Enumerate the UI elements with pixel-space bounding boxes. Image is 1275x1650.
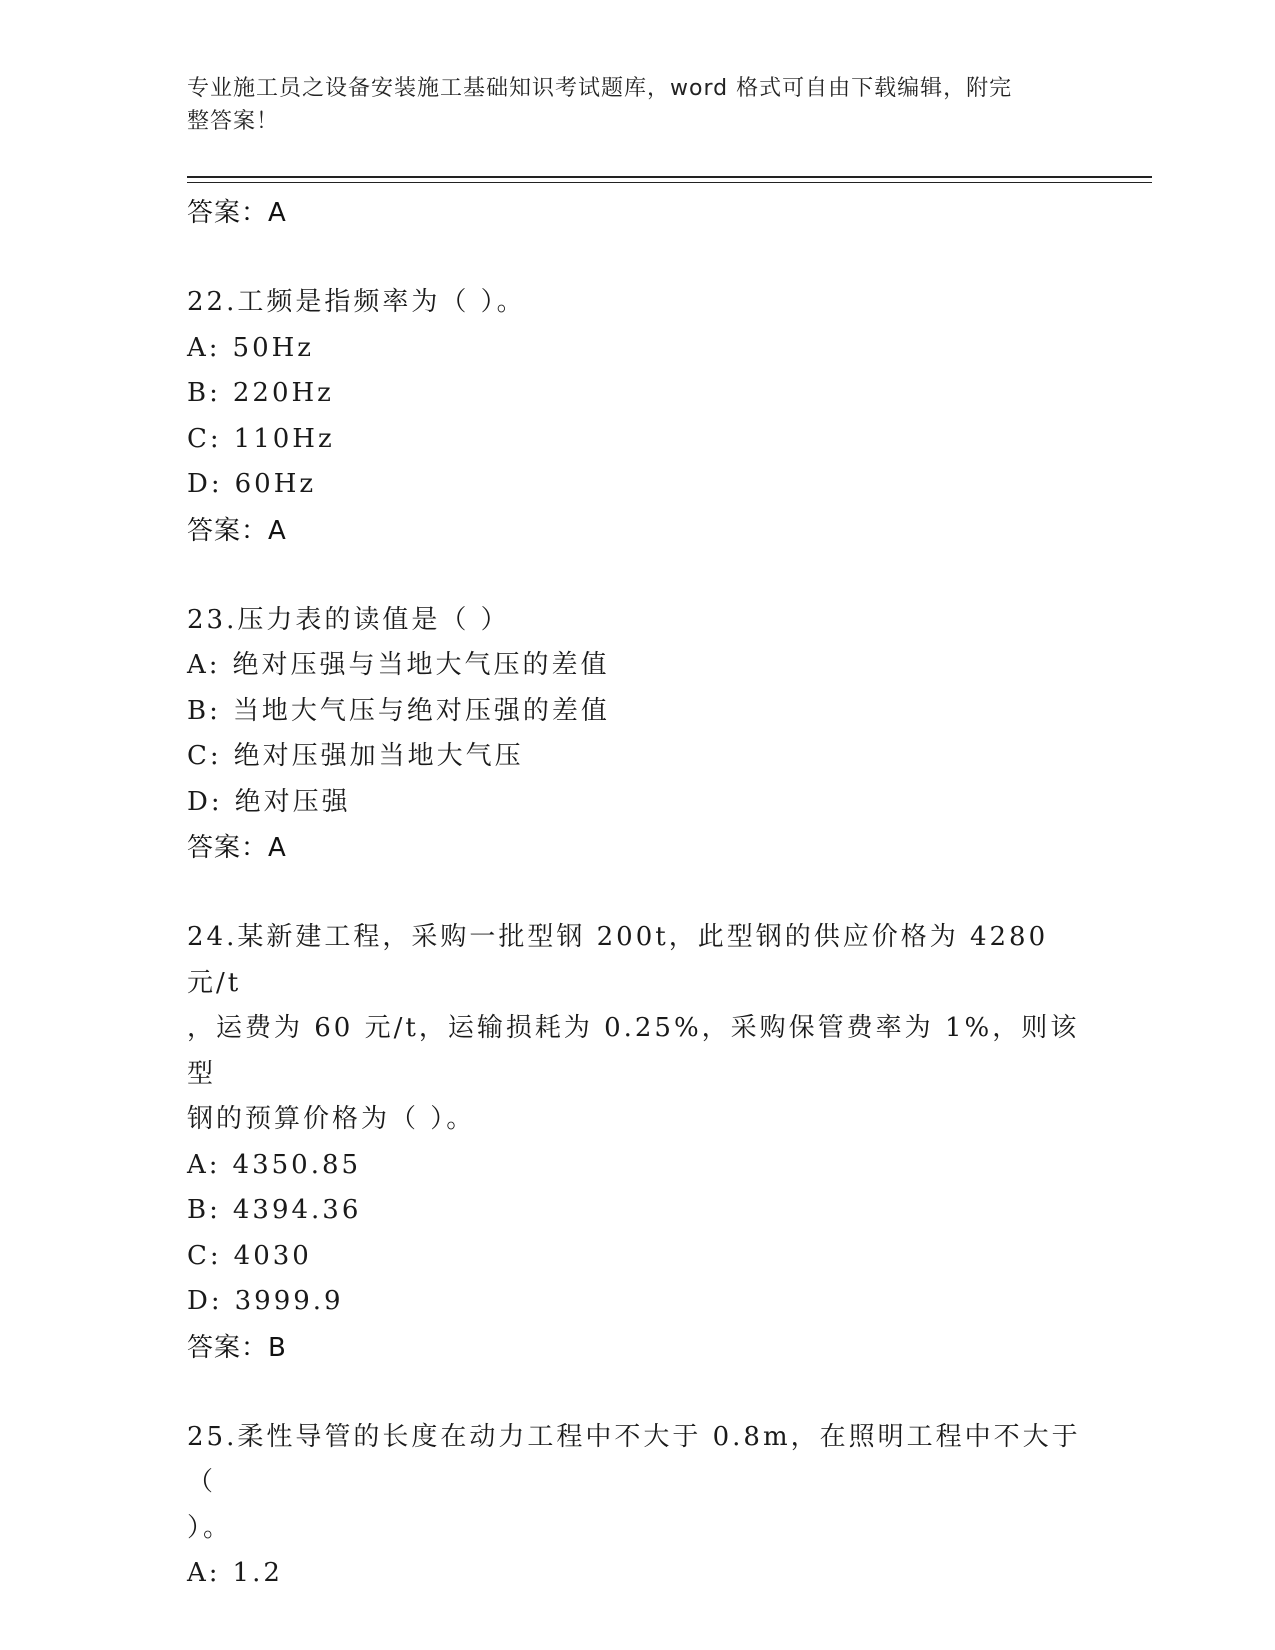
option-key: B: [187, 378, 221, 408]
option-b [187, 1188, 1087, 1234]
option-text: 4394.36 [232, 1195, 362, 1225]
option-c [187, 1234, 1087, 1280]
option-text: 4030 [233, 1240, 312, 1271]
spacer [187, 871, 1087, 915]
answer-line: 答案：A [187, 515, 287, 546]
option-text: 绝对压强加当地大气压 [233, 741, 524, 771]
option-key: D: [187, 786, 223, 817]
option-key: A: [187, 650, 221, 680]
option-text: 当地大气压与绝对压强的差值 [232, 695, 610, 726]
option-key: B: [187, 695, 221, 726]
option-a [187, 326, 1087, 372]
option-text: 4350.85 [232, 1149, 362, 1180]
option-key: A: [187, 332, 221, 363]
question-25 [187, 1415, 1087, 1597]
question-stem: 23.压力表的读值是（ ） [187, 604, 510, 635]
option-d [187, 462, 1087, 508]
question-stem: 22.工频是指频率为（ ）。 [187, 287, 526, 317]
question-stem-line: 25.柔性导管的长度在动力工程中不大于 0.8m，在照明工程中不大于（ [187, 1421, 1081, 1497]
option-d [187, 780, 1087, 826]
question-list [187, 190, 1087, 1597]
option-d [187, 1279, 1087, 1325]
question-stem-line: 钢的预算价格为（ ）。 [187, 1104, 476, 1134]
header-rule-thin [187, 182, 1152, 183]
option-key: D: [187, 469, 223, 499]
answer-line: 答案：B [187, 1332, 287, 1363]
option-text: 220Hz [232, 378, 334, 408]
option-text: 50Hz [232, 332, 315, 363]
spacer [187, 554, 1087, 598]
option-text: 60Hz [234, 469, 317, 499]
question-23 [187, 598, 1087, 872]
header-line-2: 整答案！ [187, 109, 280, 134]
option-b [187, 689, 1087, 735]
option-key: D: [187, 1286, 223, 1316]
option-b [187, 371, 1087, 417]
option-c [187, 734, 1087, 780]
option-text: 1.2 [232, 1558, 283, 1588]
option-key: B: [187, 1195, 221, 1225]
spacer [187, 236, 1087, 280]
option-key: A: [187, 1558, 221, 1588]
option-a [187, 1143, 1087, 1189]
header-line-1: 专业施工员之设备安装施工基础知识考试题库，word 格式可自由下载编辑，附完 [187, 76, 1013, 101]
option-key: A: [187, 1149, 221, 1180]
option-key: C: [187, 1240, 222, 1271]
option-text: 3999.9 [234, 1286, 344, 1316]
header-rule-thick [187, 176, 1152, 178]
question-stem-line: 24.某新建工程，采购一批型钢 200t，此型钢的供应价格为 4280 元/t [187, 922, 1049, 998]
option-c [187, 417, 1087, 463]
option-text: 绝对压强 [234, 786, 351, 817]
question-stem [187, 1415, 1087, 1552]
spacer [187, 1371, 1087, 1415]
option-key: C: [187, 423, 222, 454]
answer-line: 答案：A [187, 833, 287, 863]
question-24 [187, 915, 1087, 1371]
option-key: C: [187, 741, 222, 771]
option-text: 110Hz [233, 423, 335, 454]
answer-line: 答案：A [187, 198, 287, 228]
question-22 [187, 280, 1087, 554]
option-a [187, 1551, 1087, 1597]
document-header [187, 72, 1067, 138]
question-stem-line: ，运费为 60 元/t，运输损耗为 0.25%，采购保管费率为 1%，则该型 [187, 1013, 1080, 1089]
question-stem [187, 915, 1087, 1143]
option-a [187, 643, 1087, 689]
question-stem-line: ）。 [187, 1512, 233, 1543]
option-text: 绝对压强与当地大气压的差值 [232, 650, 610, 680]
